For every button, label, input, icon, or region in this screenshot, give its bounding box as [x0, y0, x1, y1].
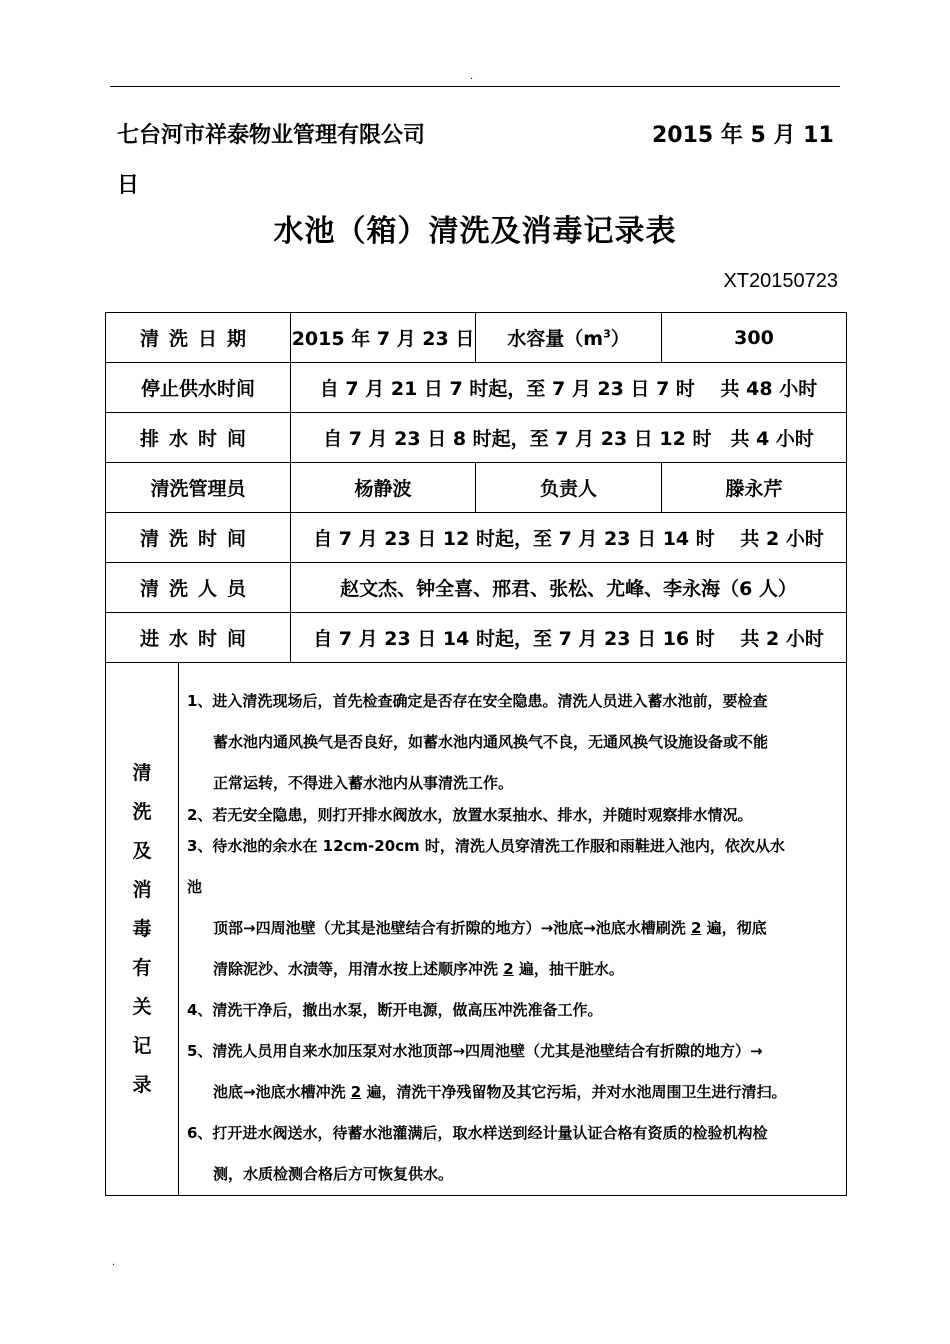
table-row [106, 363, 847, 413]
table-row [106, 663, 847, 1196]
capacity-label: 水容量$(m^3)$ [476, 313, 662, 363]
table-row [106, 313, 847, 363]
drain-label: 排水时间 [106, 413, 291, 463]
notes-body [179, 663, 847, 1196]
header-dot: . [470, 71, 474, 82]
step-6: 6、打开进水阀送水，待蓄水池灌满后，取水样送到经计量认证合格有资质的检验机构检 测，水质检测合格后方可恢复供水。 [187, 1124, 768, 1183]
manager-label: 清洗管理员 [106, 463, 291, 513]
refill-value: 自 7 月 23 日 14 时起，至 7 月 23 日 16 时 共 2 小时 [291, 613, 847, 663]
staff-value: 赵文杰、钟全喜、邢君、张松、尤峰、李永海（6 人） [291, 563, 847, 613]
step-2: 2、若无安全隐患，则打开排水阀放水，放置水泵抽水、排水，并随时观察排水情况。 [187, 806, 753, 824]
document-number: XT20150723 [723, 270, 838, 292]
clean-time-label: 清洗时间 [106, 513, 291, 563]
step-1: 1、进入清洗现场后，首先检查确定是否存在安全隐患。清洗人员进入蓄水池前，要检查 蓄水池内通风换气是否良好，如蓄水池内通风换气不良，无通风换气设施设备或不能 正常运转，不得进入蓄水池内从事清洗工作。 [187, 692, 769, 792]
table-row [106, 563, 847, 613]
responsible-value: 滕永芹 [662, 463, 847, 513]
cleaning-record-table [105, 312, 847, 1196]
step-3: 3、待水池的余水在 12cm-20cm 时，清洗人员穿清洗工作服和雨鞋进入池内，依次从水 池 顶部→四周池壁（尤其是池壁结合有折隙的地方）→池底→池底水槽刷洗 2 遍，彻底 清除泥沙、水渍等，用清水按上述顺序冲洗 2 遍，抽干脏水。 [187, 837, 785, 978]
clean-time-value: 自 7 月 23 日 12 时起，至 7 月 23 日 14 时 共 2 小时 [291, 513, 847, 563]
refill-label: 进水时间 [106, 613, 291, 663]
capacity-value: 300 [662, 313, 847, 363]
company-name: 七台河市祥泰物业管理有限公司 [117, 123, 426, 148]
step-5: 5、清洗人员用自来水加压泵对水池顶部→四周池壁（尤其是池壁结合有折隙的地方）→ 池底→池底水槽冲洗 2 遍，清洗干净残留物及其它污垢，并对水池周围卫生进行清扫。 [187, 1042, 787, 1101]
page-title: 水池（箱）清洗及消毒记录表 [273, 214, 677, 249]
manager-value: 杨静波 [291, 463, 476, 513]
table-row [106, 463, 847, 513]
table-row [106, 513, 847, 563]
report-date: 2015 年 5 月 11 [652, 123, 834, 148]
clean-date-label: 清洗日期 [106, 313, 291, 363]
table-row [106, 613, 847, 663]
report-date-suffix: 日 [117, 173, 140, 198]
responsible-label: 负责人 [476, 463, 662, 513]
top-rule [110, 86, 840, 87]
table-row [106, 413, 847, 463]
step-4: 4、清洗干净后，撤出水泵，断开电源，做高压冲洗准备工作。 [187, 1001, 603, 1019]
clean-date-value: 2015 年 7 月 23 日 [291, 313, 476, 363]
staff-label: 清洗人员 [106, 563, 291, 613]
notes-label: 清 洗 及 消 毒 有 关 记 录 [106, 663, 179, 1196]
footer-dot: . [112, 1257, 116, 1268]
drain-value: 自 7 月 23 日 8 时起，至 7 月 23 日 12 时 共 4 小时 [291, 413, 847, 463]
stop-supply-label: 停止供水时间 [106, 363, 291, 413]
stop-supply-value: 自 7 月 21 日 7 时起，至 7 月 23 日 7 时 共 48 小时 [291, 363, 847, 413]
